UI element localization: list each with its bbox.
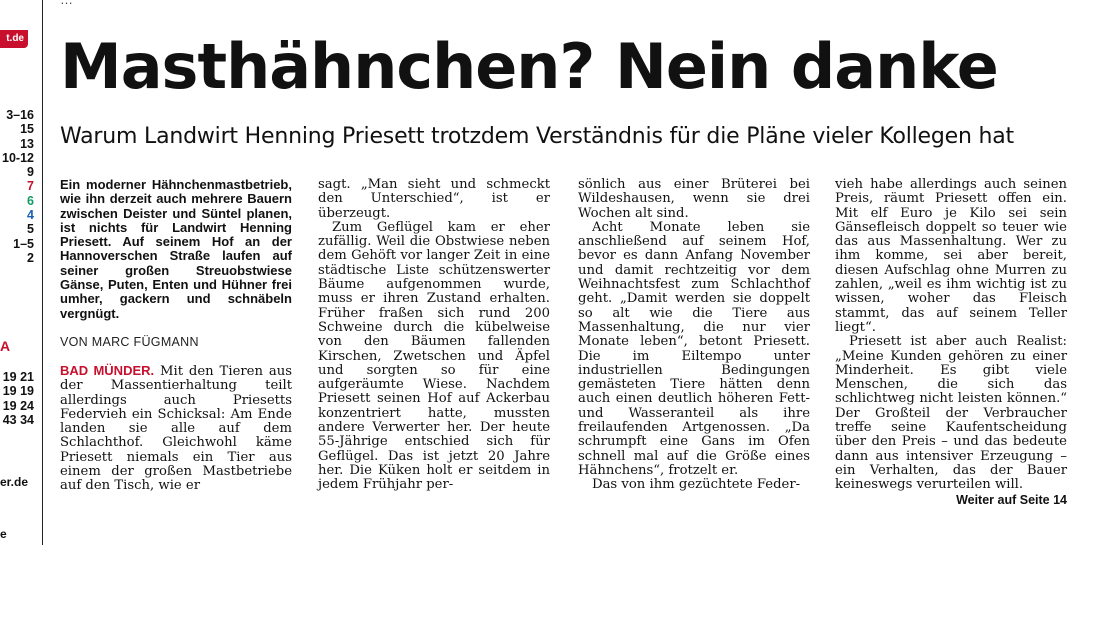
- sidebar-list-item: 15: [20, 122, 34, 137]
- dateline: BAD MÜNDER.: [60, 362, 155, 378]
- sidebar: [0, 0, 43, 545]
- article-column-1: [60, 178, 292, 494]
- sidebar-number: 19 19: [2, 384, 34, 399]
- sidebar-list-item: 9: [27, 165, 34, 180]
- headline: Masthähnchen? Nein danke: [60, 30, 998, 103]
- article-column-2: [318, 178, 550, 493]
- body-paragraph: [835, 334, 1067, 507]
- sidebar-numbers: [0, 370, 34, 427]
- body-paragraph: vieh habe allerdings auch seinen Preis, räumt Priesett offen ein. Mit elf Euro je Kilo sei sein Gänsefleisch doppelt so teuer wie das aus Massenhaltung. Wer zu ihm komme, sei aber bereit, diesen Aufschlag ohne Murren zu zahlen, „weil es ihm wichtig ist zu wissen, woher das Fleisch stammt, das auf seinem Teller liegt“.: [835, 177, 1067, 335]
- sidebar-list-item: 1–5: [13, 236, 34, 251]
- sidebar-list-item: 10-12: [2, 150, 34, 165]
- continued-link[interactable]: Weiter auf Seite 14: [956, 492, 1067, 507]
- sidebar-list: [0, 108, 34, 265]
- byline: VON MARC FÜGMANN: [60, 334, 199, 349]
- body-text: Priesett ist aber auch Realist: „Meine Kunden gehören zu einer Minderheit. Es gibt viele Menschen, die sich das schlichtweg nicht leisten können.“ Der Großteil der Verbraucher treffe seine Kaufentscheidung über den Preis – und das bedeute dann aus intensiver Erzeugung – ein Verhalten, das der Bauer keineswegs verurteilen will.: [835, 334, 1067, 493]
- sidebar-list-item: 5: [27, 222, 34, 237]
- article-column-4: [835, 178, 1067, 507]
- sidebar-list-item: 2: [27, 250, 34, 265]
- body-paragraph: Acht Monate leben sie anschließend auf seinem Hof, bevor es dann Anfang November und damit rechtzeitig vor dem Weihnachtsfest zum Schlachthof geht. „Damit werden sie doppelt so alt wie die Tiere aus Massenhaltung, die nur vier Monate leben“, betont Priesett. Die im Eiltempo unter industriellen Bedingungen gemästeten Tiere hätten denn auch einen deutlich höheren Fett- und Wasseranteil als ihre freilaufenden Artgenossen. „Da schrumpft eine Gans im Ofen schnell mal auf die Größe eines Hähnchens“, frotzelt er.: [578, 219, 810, 478]
- sidebar-list-item: 4: [27, 208, 34, 223]
- lead-paragraph: Ein moderner Hähnchenmastbetrieb, wie ihn derzeit auch mehrere Bauern zwischen Deister und Süntel planen, ist nichts für Landwirt Henning Priesett. Auf seinem Hof an der Hannoverschen Straße laufen auf seiner großen Streuobstwiese Gänse, Puten, Enten und Hühner frei umher, gackern und schnäbeln vergnügt.: [60, 177, 292, 321]
- sidebar-number: 43 34: [2, 412, 34, 427]
- sidebar-url: er.de: [0, 475, 29, 489]
- sidebar-list-item: 13: [20, 136, 34, 151]
- sidebar-tag: t.de: [0, 30, 28, 48]
- body-paragraph: Das von ihm gezüchtete Feder-: [592, 477, 801, 493]
- sidebar-fragment: e: [0, 527, 7, 541]
- subheadline: Warum Landwirt Henning Priesett trotzdem Verständnis für die Pläne vieler Kollegen hat: [60, 124, 1014, 149]
- body-text: Mit den Tieren aus der Massentierhaltung teilt allerdings auch Priesetts Federvieh ein Schicksal: Am Ende landen sie alle auf dem Schlachthof. Gleichwohl käme Priesett niemals ein Tier aus einem der großen Mastbetriebe auf den Tisch, wie er: [60, 363, 292, 494]
- body-paragraph: [60, 363, 292, 494]
- sidebar-list-item: 6: [27, 193, 34, 208]
- sidebar-number: 19 24: [2, 398, 34, 413]
- sidebar-list-item: 7: [27, 179, 34, 194]
- sidebar-number: 19 21: [2, 370, 34, 384]
- article-column-3: [578, 178, 810, 493]
- sidebar-list-item: 3–16: [6, 108, 34, 122]
- body-paragraph: sagt. „Man sieht und schmeckt den Unterschied“, ist er überzeugt.: [318, 177, 550, 221]
- body-paragraph: sönlich aus einer Brüterei bei Wildeshausen, wenn sie drei Wochen alt sind.: [578, 177, 810, 221]
- sidebar-mark: A: [0, 338, 11, 354]
- body-paragraph: Zum Geflügel kam er eher zufällig. Weil die Obstwiese neben dem Gehöft vor langer Zeit in eine städtische Liste schützenswerter Bäume aufgenommen wurde, muss er ihren Zustand erhalten. Früher fraßen sich rund 200 Schweine durch die kübelweise von den Bäumen fallenden Kirschen, Zwetschen und Äpfel und sorgten so für eine aufgeräumte Wiese. Nachdem Priesett seinen Hof auf Ackerbau konzentriert hatte, mussten andere Verwerter her. Der heute 55-Jährige entschied sich für Geflügel. Das ist jetzt 20 Jahre her. Die Küken holt er seitdem in jedem Frühjahr per-: [318, 219, 550, 493]
- top-strip-text: [60, 0, 1075, 4]
